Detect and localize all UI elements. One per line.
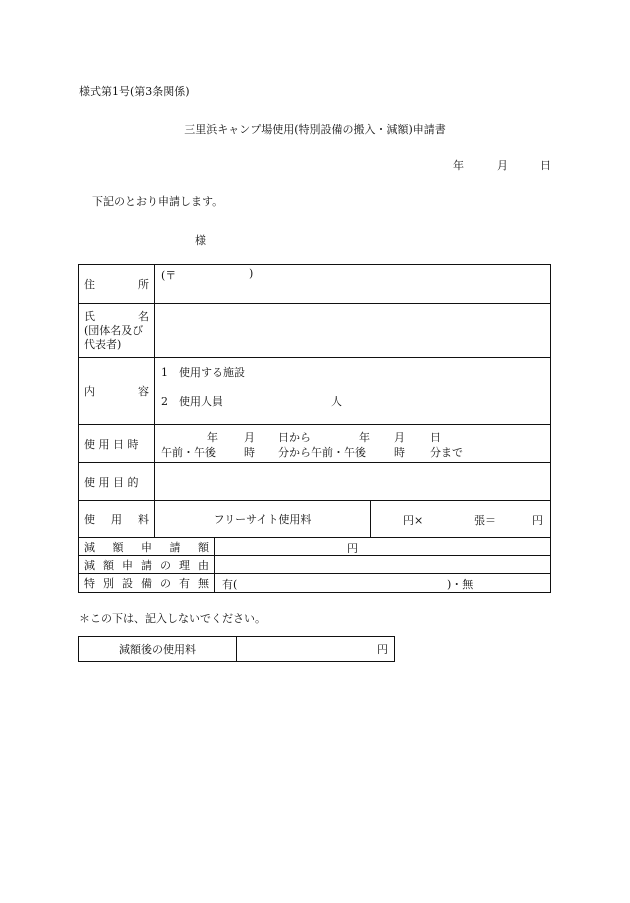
name-row (79, 304, 550, 358)
content-row (79, 358, 550, 425)
purpose-row (79, 463, 550, 501)
fee-row (79, 501, 550, 538)
facility-item: 1 使用する施設 (161, 366, 245, 379)
fee-after-discount-field[interactable]: 円 (377, 643, 388, 656)
date-day: 日 (540, 159, 551, 172)
content-field[interactable] (155, 358, 550, 424)
date-line (453, 157, 551, 173)
fee-after-discount-label: 減額後の使用料 (79, 637, 237, 661)
address-label: 住 所 (79, 265, 155, 303)
application-table (78, 264, 551, 593)
datetime-field[interactable]: 年 月 日から 年 月 日 午前・午後 時 分から午前・午後 時 分まで (161, 431, 463, 459)
discount-reason-field[interactable] (215, 556, 550, 573)
postal-open: (〒 (161, 269, 177, 282)
discount-amount-row (79, 538, 550, 556)
discount-reason-label: 減 額 申 請 の 理 由 (79, 556, 215, 573)
name-field[interactable] (155, 304, 550, 357)
purpose-label: 使 用 目 的 (79, 463, 155, 500)
fee-item: フリーサイト使用料 (155, 501, 371, 537)
discount-reason-row (79, 556, 550, 574)
address-field[interactable] (155, 265, 550, 303)
date-month: 月 (497, 159, 508, 172)
people-item: 2 使用人員 (161, 395, 223, 408)
fee-label: 使 用 料 (79, 501, 155, 537)
office-use-table (78, 636, 395, 662)
document-title: 三里浜キャンプ場使用(特別設備の搬入・減額)申請書 (184, 123, 446, 136)
special-equipment-label: 特 別 設 備 の 有 無 (79, 574, 215, 592)
people-unit: 人 (331, 395, 342, 408)
discount-amount-label: 減 額 申 請 額 (79, 538, 215, 555)
date-year: 年 (453, 159, 464, 172)
datetime-row (79, 425, 550, 463)
office-use-note: ＊この下は、記入しないでください。 (79, 612, 266, 625)
purpose-field[interactable] (155, 463, 550, 500)
address-row (79, 265, 550, 304)
special-equipment-field[interactable]: 有( )・無 (222, 578, 474, 591)
fee-calc-field[interactable]: 円× 張＝ 円 (403, 514, 543, 527)
special-equipment-row (79, 574, 550, 592)
datetime-label: 使 用 日 時 (79, 425, 155, 462)
intro-text: 下記のとおり申請します。 (92, 195, 224, 208)
name-label: 氏 名 (団体名及び 代表者) (79, 304, 155, 357)
addressee-suffix: 様 (195, 234, 206, 247)
form-number: 様式第1号(第3条関係) (79, 85, 190, 98)
postal-close: ) (249, 267, 254, 280)
content-label: 内 容 (79, 358, 155, 424)
discount-amount-field[interactable]: 円 (347, 542, 358, 555)
